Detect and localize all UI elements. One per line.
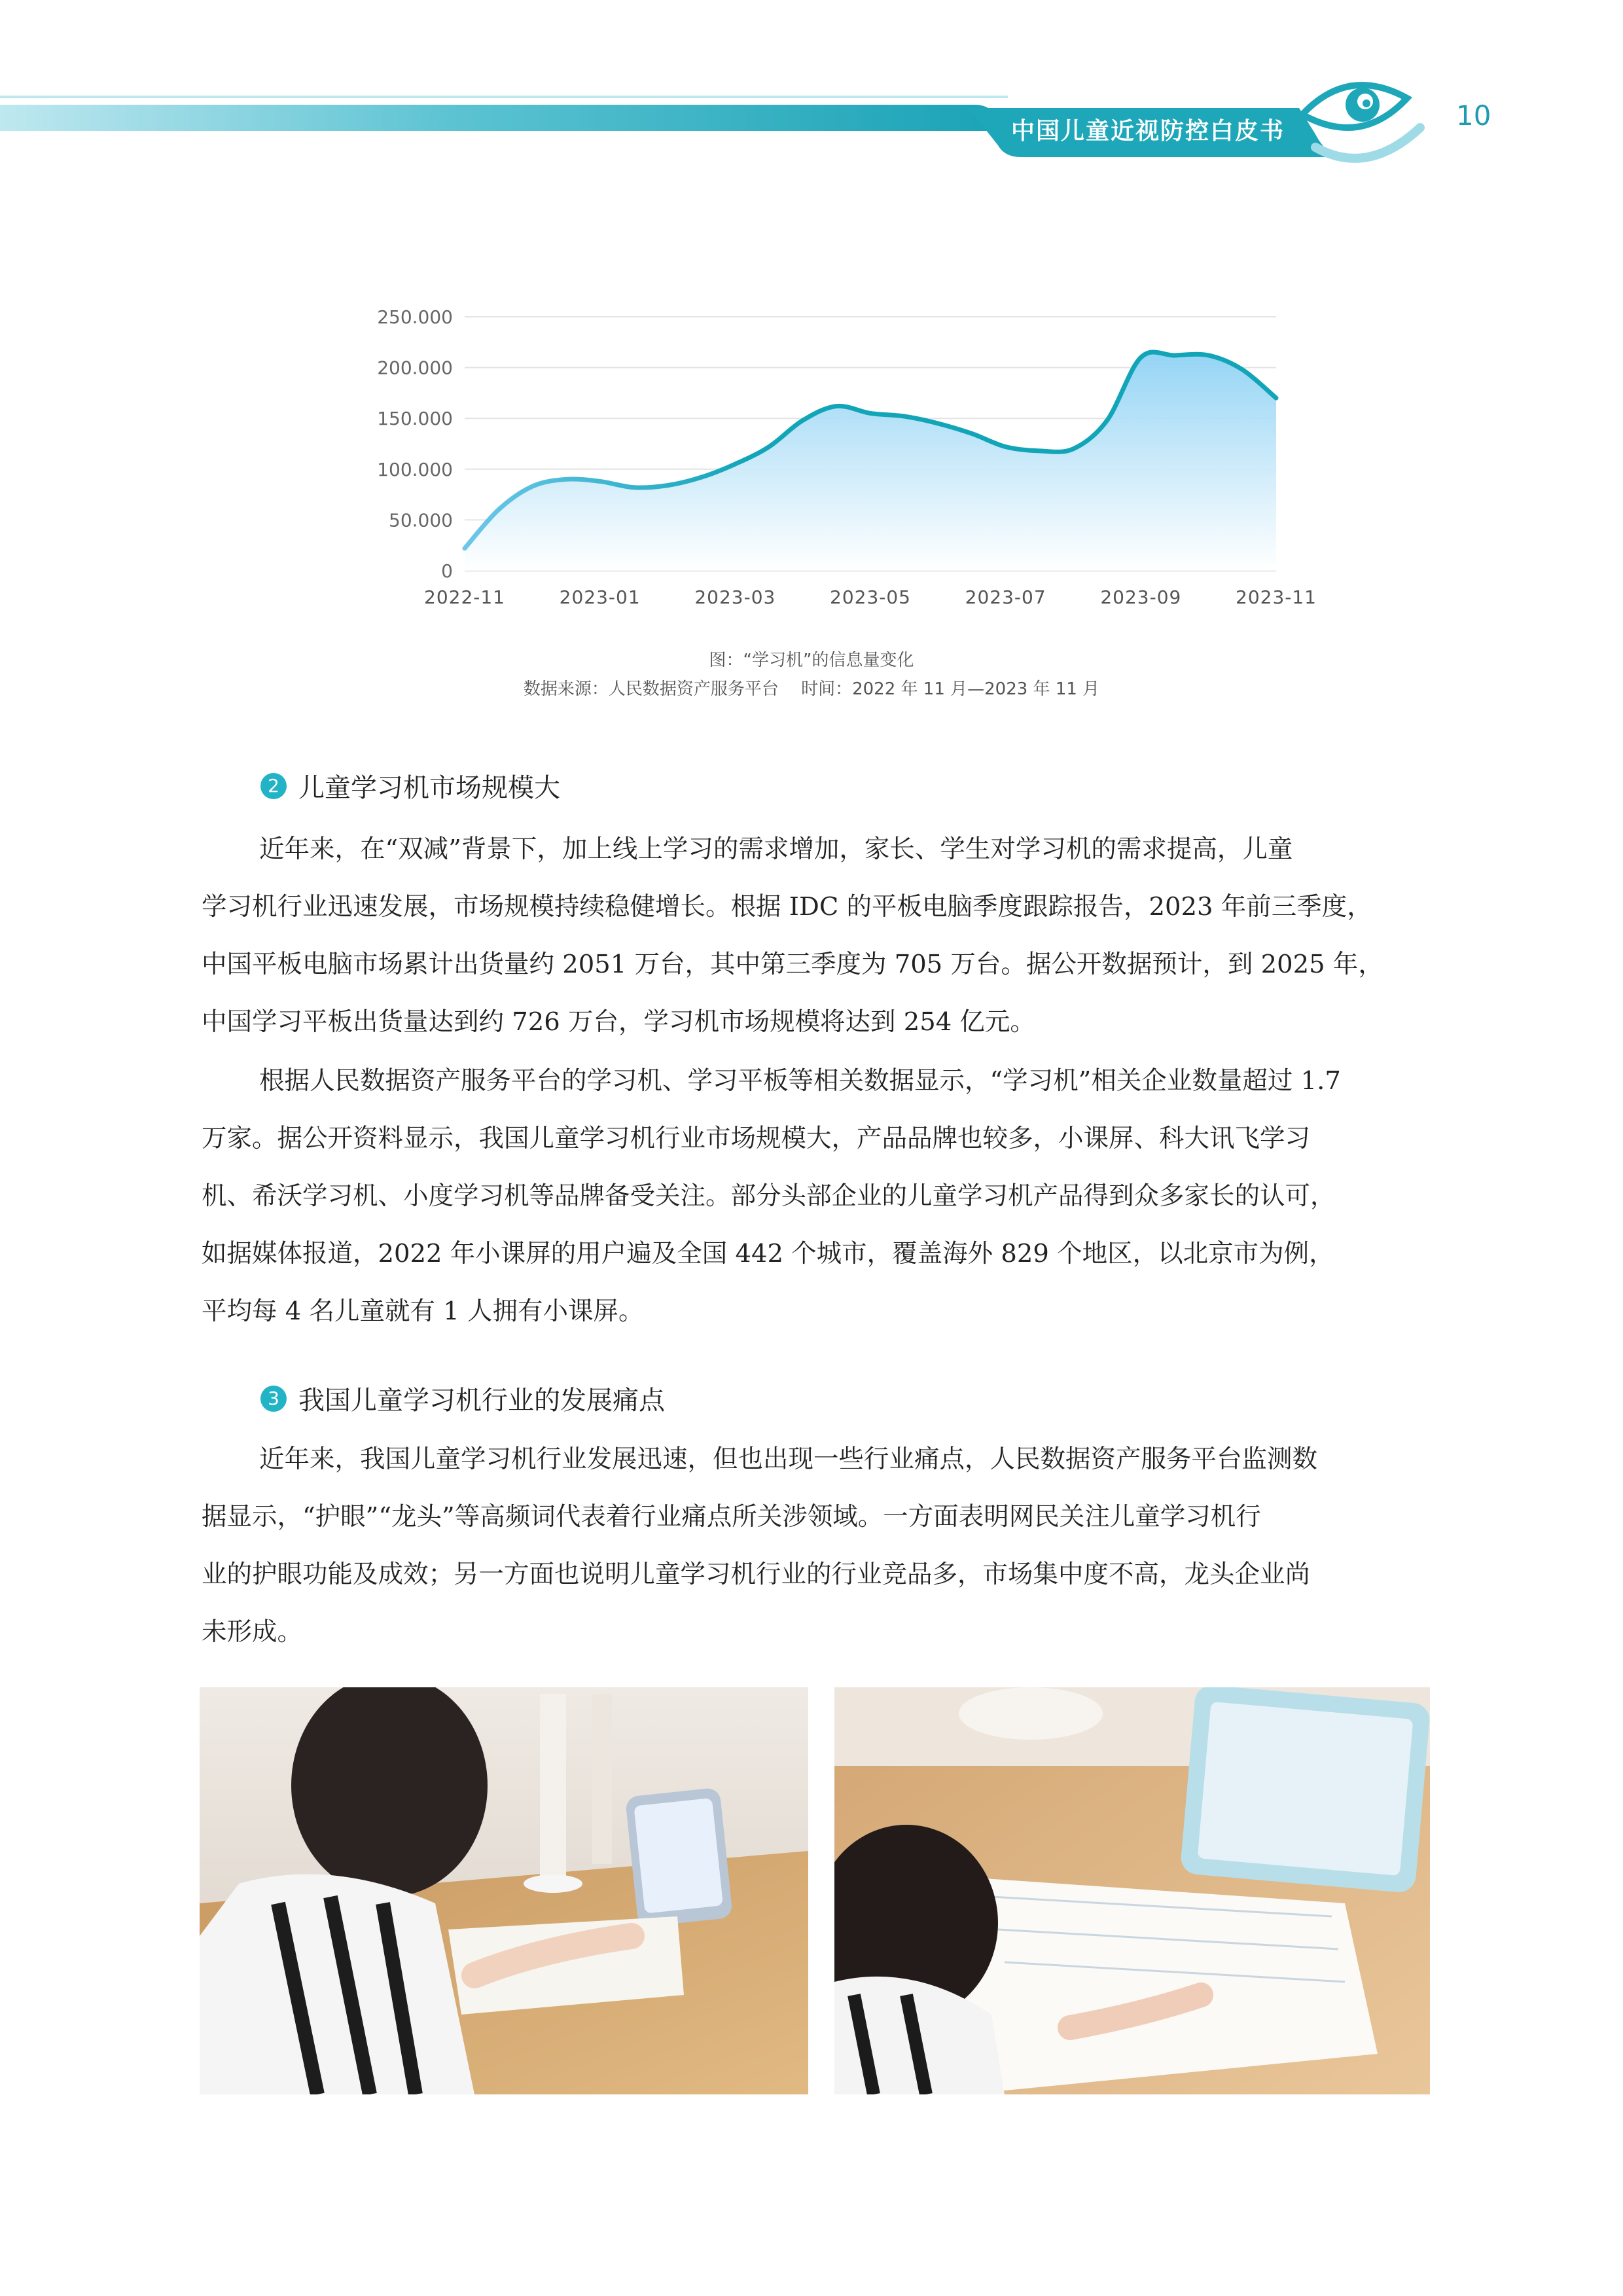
text-line: 中国平板电脑市场累计出货量约 2051 万台，其中第三季度为 705 万台。据公开数据预计，到 2025 年， — [202, 950, 1383, 979]
chart-source: 数据来源：人民数据资产服务平台 时间：2022 年 11 月—2023 年 11 月 — [523, 679, 1100, 699]
section-number-badge: 2 — [260, 773, 287, 799]
header-thin-line — [0, 96, 1008, 98]
x-tick-label: 2023-11 — [1236, 586, 1317, 608]
text-line: 未形成。 — [202, 1617, 303, 1647]
paragraph-pain-points — [202, 1431, 1432, 1661]
x-tick-label: 2023-03 — [694, 586, 776, 608]
chart-svg — [366, 288, 1322, 628]
page-number: 10 — [1456, 99, 1491, 132]
text-line: 机、希沃学习机、小度学习机等品牌备受关注。部分头部企业的儿童学习机产品得到众多家长的认可， — [202, 1181, 1336, 1211]
section-heading-3 — [260, 1380, 665, 1417]
photo-child-writing-illustration — [834, 1687, 1430, 2094]
paragraph-market-growth — [202, 821, 1432, 1051]
header-title: 中国儿童近视防控白皮书 — [1011, 118, 1285, 145]
section-heading-2 — [260, 767, 560, 804]
text-line: 万家。据公开资料显示，我国儿童学习机行业市场规模大，产品品牌也较多，小课屏、科大讯飞学习 — [202, 1124, 1311, 1153]
section-heading-text: 我国儿童学习机行业的发展痛点 — [298, 1386, 665, 1416]
chart-area-fill — [465, 352, 1276, 571]
y-tick-label: 150.000 — [377, 408, 453, 430]
eye-logo-icon — [1302, 85, 1420, 158]
y-tick-label: 200.000 — [377, 357, 453, 379]
photo-child-with-tablet-illustration — [200, 1687, 808, 2094]
header-band-graphic — [0, 0, 1623, 183]
x-tick-label: 2023-09 — [1100, 586, 1182, 608]
text-line: 学习机行业迅速发展，市场规模持续稳健增长。根据 IDC 的平板电脑季度跟踪报告，2023 年前三季度， — [202, 892, 1372, 922]
photo-child-writing — [834, 1687, 1430, 2094]
x-tick-label: 2023-01 — [559, 586, 641, 608]
y-tick-label: 0 — [441, 560, 453, 582]
info-volume-chart — [366, 288, 1322, 628]
text-line: 如据媒体报道，2022 年小课屏的用户遍及全国 442 个城市，覆盖海外 829 个地区，以北京市为例， — [202, 1239, 1334, 1268]
header-band-left — [0, 105, 1001, 131]
text-line: 据显示，“护眼”“龙头”等高频词代表着行业痛点所关涉领域。一方面表明网民关注儿童学习机行 — [202, 1502, 1261, 1532]
text-line: 平均每 4 名儿童就有 1 人拥有小课屏。 — [202, 1297, 644, 1326]
section-number-badge: 3 — [260, 1386, 287, 1412]
x-tick-label: 2022-11 — [424, 586, 505, 608]
chart-title: 图：“学习机”的信息量变化 — [709, 651, 914, 670]
text-line: 近年来，我国儿童学习机行业发展迅速，但也出现一些行业痛点，人民数据资产服务平台监测数 — [259, 1444, 1318, 1474]
text-line: 中国学习平板出货量达到约 726 万台，学习机市场规模将达到 254 亿元。 — [202, 1007, 1035, 1037]
y-tick-label: 50.000 — [389, 509, 453, 531]
y-tick-label: 250.000 — [377, 306, 453, 328]
text-line: 根据人民数据资产服务平台的学习机、学习平板等相关数据显示，“学习机”相关企业数量超过 1.7 — [259, 1066, 1341, 1096]
text-line: 业的护眼功能及成效；另一方面也说明儿童学习机行业的行业竞品多，市场集中度不高，龙头企业尚 — [202, 1560, 1311, 1589]
text-line: 近年来，在“双减”背景下，加上线上学习的需求增加，家长、学生对学习机的需求提高，儿童 — [259, 834, 1293, 864]
x-tick-label: 2023-05 — [830, 586, 911, 608]
y-tick-label: 100.000 — [377, 458, 453, 480]
page-header — [0, 0, 1623, 183]
section-heading-text: 儿童学习机市场规模大 — [298, 773, 560, 803]
paragraph-brands — [202, 1052, 1432, 1340]
photo-child-with-tablet — [200, 1687, 808, 2094]
x-tick-label: 2023-07 — [965, 586, 1046, 608]
